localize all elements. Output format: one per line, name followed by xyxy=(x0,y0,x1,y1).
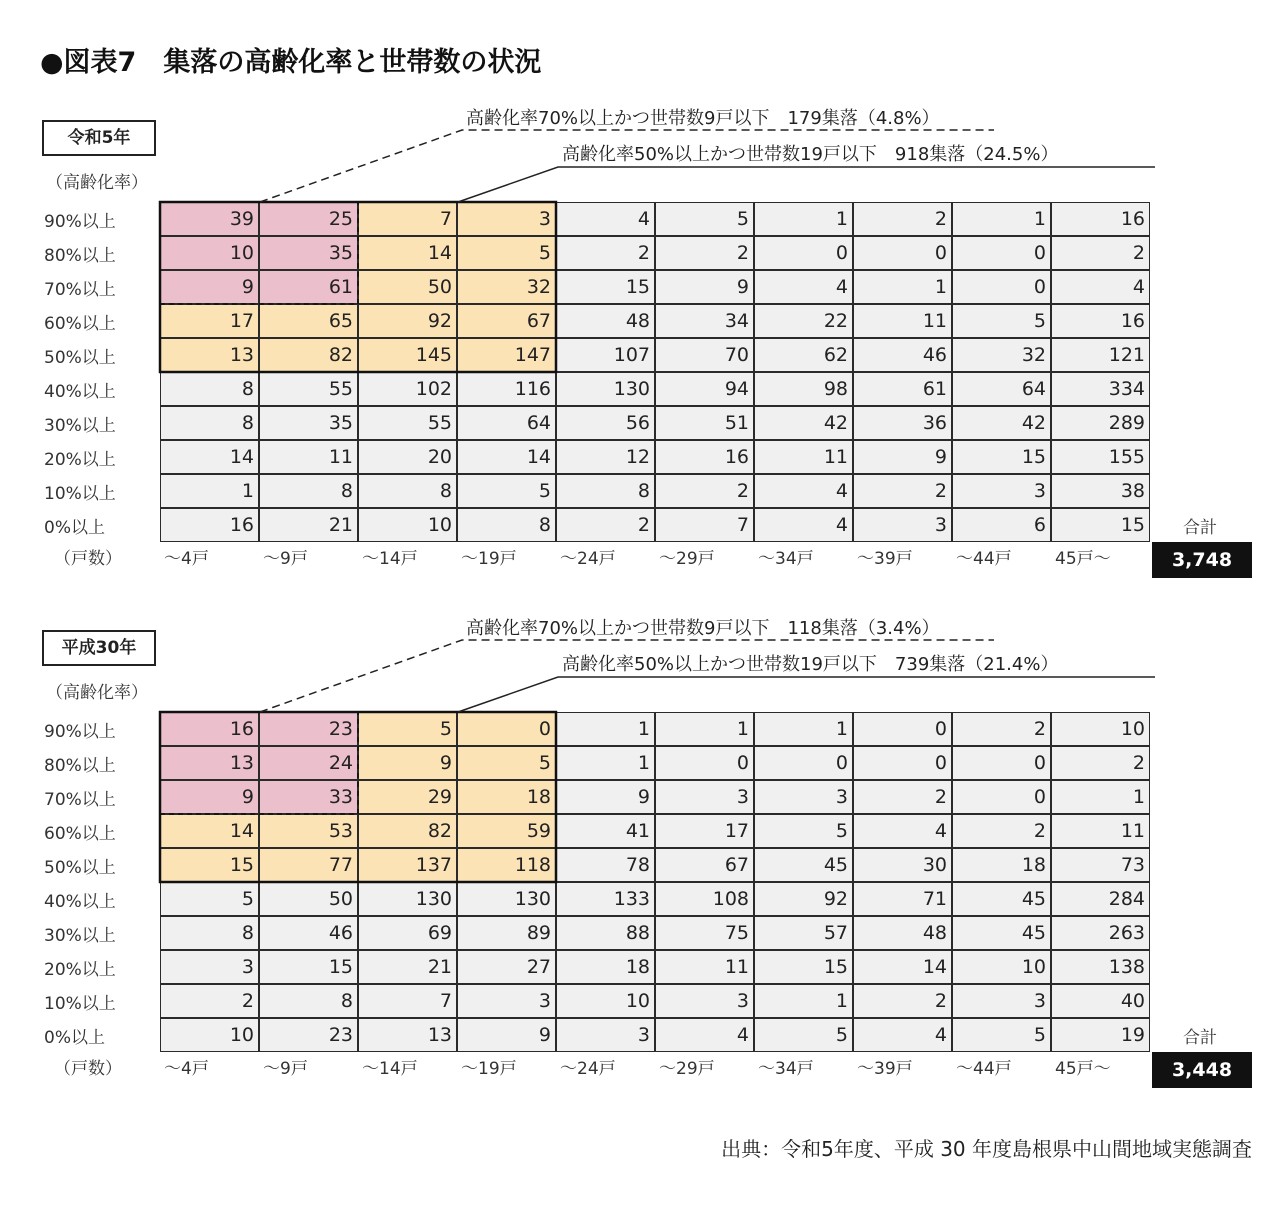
table-cell: 4 xyxy=(754,508,853,542)
table-cell: 42 xyxy=(754,406,853,440)
column-label: ～14戸 xyxy=(362,1059,418,1079)
table-cell: 14 xyxy=(853,950,952,984)
table-cell: 14 xyxy=(457,440,556,474)
table-cell: 0 xyxy=(952,746,1051,780)
table-cell: 46 xyxy=(853,338,952,372)
row-label: 90%以上 xyxy=(44,212,116,232)
table-cell: 130 xyxy=(358,882,457,916)
column-label: ～39戸 xyxy=(857,549,913,569)
table-cell: 18 xyxy=(556,950,655,984)
row-label: 20%以上 xyxy=(44,450,116,470)
page-title: ●図表7 集落の高齢化率と世帯数の状況 xyxy=(40,47,542,78)
table-cell: 1 xyxy=(160,474,259,508)
table-cell: 147 xyxy=(457,338,556,372)
table-cell: 2 xyxy=(853,202,952,236)
table-cell: 334 xyxy=(1051,372,1150,406)
table-cell: 263 xyxy=(1051,916,1150,950)
row-label: 80%以上 xyxy=(44,246,116,266)
row-axis-header: （高齢化率） xyxy=(46,173,148,193)
table-cell: 11 xyxy=(259,440,358,474)
table-cell: 0 xyxy=(952,270,1051,304)
table-cell: 36 xyxy=(853,406,952,440)
table-cell: 61 xyxy=(853,372,952,406)
table-cell: 8 xyxy=(259,984,358,1018)
table-cell: 0 xyxy=(952,780,1051,814)
table-cell: 0 xyxy=(655,746,754,780)
table-cell: 40 xyxy=(1051,984,1150,1018)
table-cell: 48 xyxy=(853,916,952,950)
table-cell: 39 xyxy=(160,202,259,236)
table-cell: 3 xyxy=(556,1018,655,1052)
table-cell: 9 xyxy=(556,780,655,814)
table-cell: 41 xyxy=(556,814,655,848)
table-cell: 2 xyxy=(1051,236,1150,270)
table-cell: 14 xyxy=(160,814,259,848)
table-cell: 5 xyxy=(457,746,556,780)
column-label: ～24戸 xyxy=(560,1059,616,1079)
table-cell: 10 xyxy=(952,950,1051,984)
era-label: 令和5年 xyxy=(42,120,156,156)
table-cell: 56 xyxy=(556,406,655,440)
table-cell: 10 xyxy=(358,508,457,542)
column-label: ～44戸 xyxy=(956,1059,1012,1079)
table-cell: 82 xyxy=(259,338,358,372)
table-cell: 10 xyxy=(160,1018,259,1052)
column-label: ～9戸 xyxy=(263,1059,308,1079)
table-cell: 69 xyxy=(358,916,457,950)
table-cell: 2 xyxy=(853,474,952,508)
table-cell: 102 xyxy=(358,372,457,406)
table-cell: 13 xyxy=(358,1018,457,1052)
table-cell: 27 xyxy=(457,950,556,984)
table-cell: 118 xyxy=(457,848,556,882)
table-cell: 2 xyxy=(160,984,259,1018)
table-cell: 9 xyxy=(853,440,952,474)
column-label: ～29戸 xyxy=(659,1059,715,1079)
table-cell: 33 xyxy=(259,780,358,814)
table-cell: 137 xyxy=(358,848,457,882)
table-cell: 0 xyxy=(853,712,952,746)
table-cell: 6 xyxy=(952,508,1051,542)
table-cell: 4 xyxy=(655,1018,754,1052)
table-cell: 7 xyxy=(358,202,457,236)
table-cell: 17 xyxy=(160,304,259,338)
source-note: 出典：令和5年度、平成 30 年度島根県中山間地域実態調査 xyxy=(721,1137,1252,1161)
table-cell: 2 xyxy=(853,780,952,814)
table-cell: 61 xyxy=(259,270,358,304)
annotation-50: 高齢化率50%以上かつ世帯数19戸以下 918集落（24.5%） xyxy=(562,144,1059,165)
table-cell: 9 xyxy=(160,780,259,814)
table-cell: 15 xyxy=(754,950,853,984)
table-cell: 7 xyxy=(358,984,457,1018)
annotation-70: 高齢化率70%以上かつ世帯数9戸以下 179集落（4.8%） xyxy=(466,108,940,129)
table-cell: 55 xyxy=(259,372,358,406)
table-cell: 0 xyxy=(952,236,1051,270)
table-cell: 1 xyxy=(1051,780,1150,814)
table-cell: 12 xyxy=(556,440,655,474)
row-label: 70%以上 xyxy=(44,790,116,810)
table-cell: 62 xyxy=(754,338,853,372)
total-value: 3,448 xyxy=(1152,1052,1252,1088)
table-cell: 64 xyxy=(457,406,556,440)
column-label: ～4戸 xyxy=(164,549,209,569)
table-cell: 50 xyxy=(259,882,358,916)
column-label: ～24戸 xyxy=(560,549,616,569)
table-cell: 77 xyxy=(259,848,358,882)
table-cell: 130 xyxy=(457,882,556,916)
table-cell: 8 xyxy=(556,474,655,508)
table-cell: 51 xyxy=(655,406,754,440)
table-cell: 2 xyxy=(556,236,655,270)
table-cell: 98 xyxy=(754,372,853,406)
column-label: ～14戸 xyxy=(362,549,418,569)
column-label: ～4戸 xyxy=(164,1059,209,1079)
table-cell: 14 xyxy=(160,440,259,474)
row-label: 50%以上 xyxy=(44,858,116,878)
table-cell: 57 xyxy=(754,916,853,950)
table-cell: 23 xyxy=(259,1018,358,1052)
section-reiwa5 xyxy=(0,0,1280,571)
row-label: 0%以上 xyxy=(44,1028,105,1048)
table-cell: 8 xyxy=(160,916,259,950)
table-cell: 46 xyxy=(259,916,358,950)
table-cell: 1 xyxy=(754,984,853,1018)
row-label: 10%以上 xyxy=(44,484,116,504)
table-cell: 138 xyxy=(1051,950,1150,984)
table-cell: 1 xyxy=(754,202,853,236)
table-cell: 130 xyxy=(556,372,655,406)
row-label: 40%以上 xyxy=(44,382,116,402)
row-label: 10%以上 xyxy=(44,994,116,1014)
table-cell: 9 xyxy=(160,270,259,304)
table-cell: 3 xyxy=(754,780,853,814)
row-label: 0%以上 xyxy=(44,518,105,538)
leader-line-50 xyxy=(458,167,1155,202)
table-cell: 9 xyxy=(358,746,457,780)
table-cell: 8 xyxy=(160,406,259,440)
table-cell: 5 xyxy=(952,304,1051,338)
table-cell: 38 xyxy=(1051,474,1150,508)
table-cell: 64 xyxy=(952,372,1051,406)
table-cell: 2 xyxy=(952,814,1051,848)
table-cell: 2 xyxy=(655,474,754,508)
table-cell: 75 xyxy=(655,916,754,950)
table-cell: 4 xyxy=(853,1018,952,1052)
table-cell: 284 xyxy=(1051,882,1150,916)
table-cell: 5 xyxy=(952,1018,1051,1052)
table-cell: 15 xyxy=(259,950,358,984)
table-cell: 3 xyxy=(952,984,1051,1018)
table-cell: 45 xyxy=(952,882,1051,916)
table-cell: 19 xyxy=(1051,1018,1150,1052)
table-cell: 8 xyxy=(358,474,457,508)
table-cell: 3 xyxy=(655,780,754,814)
column-label: ～29戸 xyxy=(659,549,715,569)
row-label: 40%以上 xyxy=(44,892,116,912)
table-cell: 17 xyxy=(655,814,754,848)
row-label: 80%以上 xyxy=(44,756,116,776)
table-cell: 92 xyxy=(358,304,457,338)
table-cell: 18 xyxy=(952,848,1051,882)
table-cell: 0 xyxy=(457,712,556,746)
table-cell: 5 xyxy=(655,202,754,236)
column-label: 45戸～ xyxy=(1055,1059,1111,1079)
table-cell: 4 xyxy=(1051,270,1150,304)
table-cell: 10 xyxy=(556,984,655,1018)
table-cell: 35 xyxy=(259,406,358,440)
table-cell: 4 xyxy=(556,202,655,236)
table-cell: 7 xyxy=(655,508,754,542)
table-cell: 67 xyxy=(457,304,556,338)
column-label: ～19戸 xyxy=(461,1059,517,1079)
table-cell: 116 xyxy=(457,372,556,406)
table-cell: 0 xyxy=(853,746,952,780)
table-cell: 10 xyxy=(1051,712,1150,746)
table-cell: 0 xyxy=(754,746,853,780)
table-cell: 0 xyxy=(853,236,952,270)
total-label: 合計 xyxy=(1183,518,1217,538)
table-cell: 11 xyxy=(853,304,952,338)
total-label: 合計 xyxy=(1183,1028,1217,1048)
column-label: ～19戸 xyxy=(461,549,517,569)
table-cell: 11 xyxy=(655,950,754,984)
row-label: 60%以上 xyxy=(44,314,116,334)
table-cell: 9 xyxy=(655,270,754,304)
table-cell: 3 xyxy=(952,474,1051,508)
table-cell: 3 xyxy=(655,984,754,1018)
table-cell: 2 xyxy=(1051,746,1150,780)
table-cell: 4 xyxy=(754,474,853,508)
section-heisei30 xyxy=(0,510,1280,1081)
table-cell: 5 xyxy=(457,236,556,270)
table-cell: 2 xyxy=(853,984,952,1018)
table-cell: 32 xyxy=(457,270,556,304)
table-cell: 50 xyxy=(358,270,457,304)
table-cell: 8 xyxy=(259,474,358,508)
table-cell: 45 xyxy=(754,848,853,882)
leader-line-50 xyxy=(458,677,1155,712)
column-axis-unit: （戸数） xyxy=(54,1059,122,1079)
table-cell: 10 xyxy=(160,236,259,270)
table-cell: 14 xyxy=(358,236,457,270)
table-cell: 88 xyxy=(556,916,655,950)
era-label: 平成30年 xyxy=(42,630,156,666)
table-cell: 289 xyxy=(1051,406,1150,440)
table-cell: 0 xyxy=(754,236,853,270)
table-cell: 25 xyxy=(259,202,358,236)
table-cell: 21 xyxy=(358,950,457,984)
table-cell: 5 xyxy=(754,1018,853,1052)
table-cell: 4 xyxy=(754,270,853,304)
table-cell: 70 xyxy=(655,338,754,372)
table-cell: 15 xyxy=(556,270,655,304)
table-cell: 67 xyxy=(655,848,754,882)
column-label: 45戸～ xyxy=(1055,549,1111,569)
table-cell: 5 xyxy=(160,882,259,916)
table-cell: 1 xyxy=(853,270,952,304)
table-cell: 16 xyxy=(160,712,259,746)
table-cell: 3 xyxy=(853,508,952,542)
table-cell: 22 xyxy=(754,304,853,338)
table-cell: 16 xyxy=(1051,304,1150,338)
row-label: 30%以上 xyxy=(44,416,116,436)
table-cell: 107 xyxy=(556,338,655,372)
table-cell: 3 xyxy=(457,984,556,1018)
table-cell: 9 xyxy=(457,1018,556,1052)
table-cell: 20 xyxy=(358,440,457,474)
row-label: 50%以上 xyxy=(44,348,116,368)
table-cell: 59 xyxy=(457,814,556,848)
table-cell: 121 xyxy=(1051,338,1150,372)
table-cell: 2 xyxy=(655,236,754,270)
table-cell: 94 xyxy=(655,372,754,406)
table-cell: 73 xyxy=(1051,848,1150,882)
table-cell: 42 xyxy=(952,406,1051,440)
table-cell: 3 xyxy=(160,950,259,984)
column-axis-unit: （戸数） xyxy=(54,549,122,569)
row-label: 20%以上 xyxy=(44,960,116,980)
table-cell: 1 xyxy=(754,712,853,746)
table-cell: 108 xyxy=(655,882,754,916)
table-cell: 13 xyxy=(160,338,259,372)
total-value: 3,748 xyxy=(1152,542,1252,578)
table-cell: 5 xyxy=(754,814,853,848)
table-cell: 155 xyxy=(1051,440,1150,474)
table-cell: 4 xyxy=(853,814,952,848)
table-cell: 48 xyxy=(556,304,655,338)
table-cell: 2 xyxy=(556,508,655,542)
table-cell: 5 xyxy=(457,474,556,508)
row-axis-header: （高齢化率） xyxy=(46,683,148,703)
table-cell: 3 xyxy=(457,202,556,236)
table-cell: 34 xyxy=(655,304,754,338)
column-label: ～44戸 xyxy=(956,549,1012,569)
table-cell: 92 xyxy=(754,882,853,916)
table-cell: 29 xyxy=(358,780,457,814)
table-cell: 1 xyxy=(655,712,754,746)
table-cell: 45 xyxy=(952,916,1051,950)
table-cell: 24 xyxy=(259,746,358,780)
table-cell: 8 xyxy=(457,508,556,542)
annotation-50: 高齢化率50%以上かつ世帯数19戸以下 739集落（21.4%） xyxy=(562,654,1059,675)
table-cell: 89 xyxy=(457,916,556,950)
table-cell: 71 xyxy=(853,882,952,916)
table-cell: 16 xyxy=(1051,202,1150,236)
row-label: 70%以上 xyxy=(44,280,116,300)
table-cell: 35 xyxy=(259,236,358,270)
table-cell: 11 xyxy=(754,440,853,474)
table-cell: 1 xyxy=(952,202,1051,236)
table-cell: 1 xyxy=(556,712,655,746)
table-cell: 21 xyxy=(259,508,358,542)
row-label: 30%以上 xyxy=(44,926,116,946)
table-cell: 53 xyxy=(259,814,358,848)
table-cell: 1 xyxy=(556,746,655,780)
table-cell: 65 xyxy=(259,304,358,338)
column-label: ～34戸 xyxy=(758,1059,814,1079)
annotation-70: 高齢化率70%以上かつ世帯数9戸以下 118集落（3.4%） xyxy=(466,618,940,639)
table-cell: 13 xyxy=(160,746,259,780)
table-cell: 16 xyxy=(160,508,259,542)
table-cell: 18 xyxy=(457,780,556,814)
table-cell: 23 xyxy=(259,712,358,746)
table-cell: 16 xyxy=(655,440,754,474)
table-cell: 82 xyxy=(358,814,457,848)
table-cell: 78 xyxy=(556,848,655,882)
table-cell: 30 xyxy=(853,848,952,882)
column-label: ～34戸 xyxy=(758,549,814,569)
table-cell: 133 xyxy=(556,882,655,916)
table-cell: 15 xyxy=(952,440,1051,474)
table-cell: 15 xyxy=(1051,508,1150,542)
table-cell: 32 xyxy=(952,338,1051,372)
table-cell: 145 xyxy=(358,338,457,372)
table-cell: 11 xyxy=(1051,814,1150,848)
table-cell: 2 xyxy=(952,712,1051,746)
column-label: ～39戸 xyxy=(857,1059,913,1079)
table-cell: 15 xyxy=(160,848,259,882)
row-label: 60%以上 xyxy=(44,824,116,844)
table-cell: 8 xyxy=(160,372,259,406)
table-cell: 55 xyxy=(358,406,457,440)
table-cell: 5 xyxy=(358,712,457,746)
column-label: ～9戸 xyxy=(263,549,308,569)
row-label: 90%以上 xyxy=(44,722,116,742)
